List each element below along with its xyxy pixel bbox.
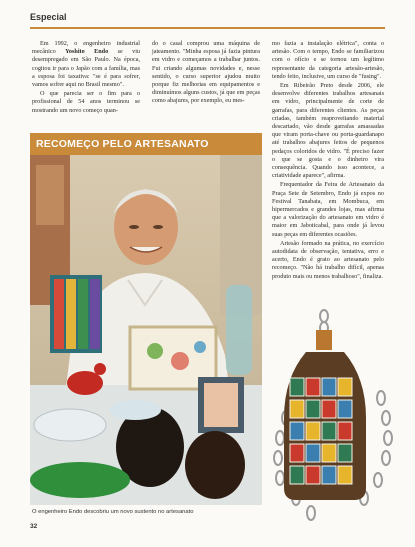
banner-title: RECOMEÇO PELO ARTESANATO <box>36 138 209 150</box>
section-banner <box>30 133 262 155</box>
person-name: Yoshito Endo <box>65 48 109 56</box>
photo-caption: O engenheiro Endo descobriu um novo sustento no artesanato <box>32 509 194 515</box>
section-header: Especial <box>30 12 67 22</box>
artisan-photo <box>30 155 262 505</box>
text-column-1 <box>32 40 140 116</box>
paragraph: O que parecia ser o fim para o profissional de 54 anos terminou se mostrando um novo começo quan- <box>32 90 140 114</box>
page-number: 32 <box>30 523 38 530</box>
paragraph: Em 1992, o engenheiro industrial mecânico Yoshito Endo se viu desempregado em São Paulo. Na época, cogitou ir para o Japão com a família, mas a esposa foi taxativa: "se é para sofrer, vamos sofrer aqui no Brasil mesmo". <box>32 40 141 89</box>
text-column-3 <box>272 40 384 282</box>
paragraph: do o casal comprou uma máquina de jateamento. "Minha esposa já fazia pintura em vidro e começamos a trabalhar juntos. Fui criando algumas novidades e, nesse sentido, o curso superior ajudou muito porque fiz melhorias em equipamentos e diminuímos alguns custos, já que em peças como abajures, por exemplo, eu mes- <box>152 40 260 105</box>
text-column-2 <box>152 40 260 107</box>
header-rule <box>30 27 385 29</box>
paragraph: Artesão formado na prática, no exercício autodidata de observação, tentativa, erro e acerto, Endo é grato ao artesanato pelo recomeço. "Não há trabalho difícil, apenas produto mais ou menos trabalhoso", finaliza. <box>272 239 384 280</box>
mosaic-bottle-illustration <box>266 308 401 526</box>
paragraph: Frequentador da Feira de Artesanato da Praça Sete de Setembro, Endo já expos no Festival Tanabata, em Mombuca, em hipermercados e grandes lojas, mas afirma que a valorização do artesanato em vidro é maior em Jaboticabal, para onde já levou suas peças em diferentes ocasiões. <box>272 181 384 238</box>
paragraph: mo fazia a instalação elétrica", conta o artesão. Com o tempo, Endo se familiarizou com o ofício e se tornou um legítimo representante da categoria artesão-artesão, tendo feito, inclusive, um curso de "fusing". <box>272 40 384 80</box>
paragraph: Em Ribeirão Preto desde 2006, ele desenvolve diferentes trabalhos artesanais em vidro, principalmente de corte de garrafas, para diferentes clientes. As peças criadas, também reaproveitando material descartado, vão desde garrafas amassadas que viram porta-chave ou porta-guardanapo até trabalhos abajures feitos de pequenos pedaços coloridos de vidro. "É preciso fazer o que se gosta e o dinheiro vira consequência. Quando isso acontece, a criatividade aparece", afirma. <box>272 82 384 180</box>
